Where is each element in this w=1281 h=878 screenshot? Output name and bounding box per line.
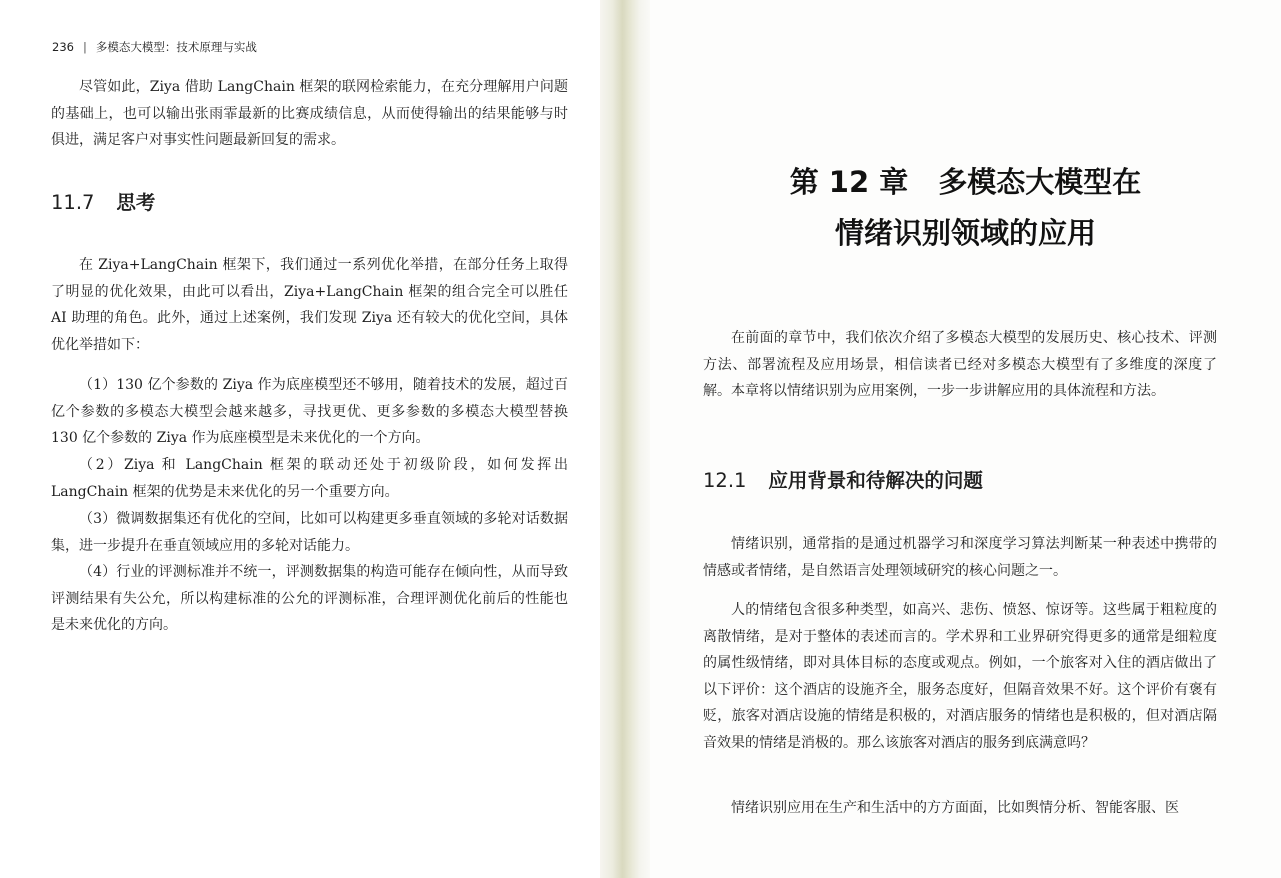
section-heading-12-1 [703, 465, 983, 493]
section-heading-11-7 [51, 187, 155, 215]
chapter-title-text: 多模态大模型在 [938, 165, 1142, 199]
body-paragraph: 人的情绪包含很多种类型，如高兴、悲伤、愤怒、惊讶等。这些属于粗粒度的离散情绪，是对于整体的表述而言的。学术界和工业界研究得更多的通常是细粒度的属性级情绪，即对具体目标的态度或观点。例如，一个旅客对入住的酒店做出了以下评价：这个酒店的设施齐全，服务态度好，但隔音效果不好。这个评价有褒有贬，旅客对酒店设施的情绪是积极的，对酒店服务的情绪也是积极的，但对酒店隔音效果的情绪是消极的。那么该旅客对酒店的服务到底满意吗？ [703, 602, 1217, 751]
chapter-title [650, 157, 1281, 259]
chapter-intro-paragraph: 在前面的章节中，我们依次介绍了多模态大模型的发展历史、核心技术、评测方法、部署流程及应用场景，相信读者已经对多模态大模型有了多维度的深度了解。本章将以情绪识别为应用案例，一步一步讲解应用的具体流程和方法。 [703, 330, 1217, 399]
list-item: （3）微调数据集还有优化的空间，比如可以构建更多垂直领域的多轮对话数据集，进一步提升在垂直领域应用的多轮对话能力。 [51, 511, 568, 554]
list-item: （2）Ziya 和 LangChain 框架的联动还处于初级阶段，如何发挥出 LangChain 框架的优势是未来优化的另一个重要方向。 [51, 457, 568, 500]
body-paragraph: 情绪识别应用在生产和生活中的方方面面，比如舆情分析、智能客服、医 [731, 800, 1179, 816]
running-head [52, 39, 257, 55]
body-paragraph: 情绪识别，通常指的是通过机器学习和深度学习算法判断某一种表述中携带的情感或者情绪，是自然语言处理领域研究的核心问题之一。 [703, 536, 1217, 579]
section-paragraph: 在 Ziya+LangChain 框架下，我们通过一系列优化举措，在部分任务上取得了明显的优化效果，由此可以看出，Ziya+LangChain 框架的组合完全可以胜任 AI 助理的角色。此外，通过上述案例，我们发现 Ziya 还有较大的优化空间，具体优化举措如下： [51, 257, 568, 353]
section-title: 思考 [116, 191, 156, 214]
list-item: （1）130 亿个参数的 Ziya 作为底座模型还不够用，随着技术的发展，超过百亿个参数的多模态大模型会越来越多，寻找更优、更多参数的多模态大模型替换 130 亿个参数的 Ziya 作为底座模型是未来优化的一个方向。 [51, 377, 568, 446]
section-title: 应用背景和待解决的问题 [768, 469, 983, 492]
page-number: 236 [52, 40, 74, 54]
section-number: 12.1 [703, 469, 747, 492]
book-title: 多模态大模型：技术原理与实战 [95, 40, 257, 54]
book-gutter [600, 0, 650, 878]
intro-paragraph: 尽管如此，Ziya 借助 LangChain 框架的联网检索能力，在充分理解用户问题的基础上，也可以输出张雨霏最新的比赛成绩信息，从而使得输出的结果能够与时俱进，满足客户对事实性问题最新回复的需求。 [51, 79, 568, 148]
chapter-title-line-2: 情绪识别领域的应用 [834, 216, 1096, 250]
header-separator: | [82, 40, 87, 54]
section-number: 11.7 [51, 191, 95, 214]
list-item: （4）行业的评测标准并不统一，评测数据集的构造可能存在倾向性，从而导致评测结果有失公允，所以构建标准的公允的评测标准，合理评测优化前后的性能也是未来优化的方向。 [51, 564, 568, 633]
left-page [0, 0, 600, 878]
chapter-title-line-1 [650, 157, 1281, 208]
right-page [650, 0, 1281, 878]
chapter-number: 第 12 章 [789, 165, 909, 199]
